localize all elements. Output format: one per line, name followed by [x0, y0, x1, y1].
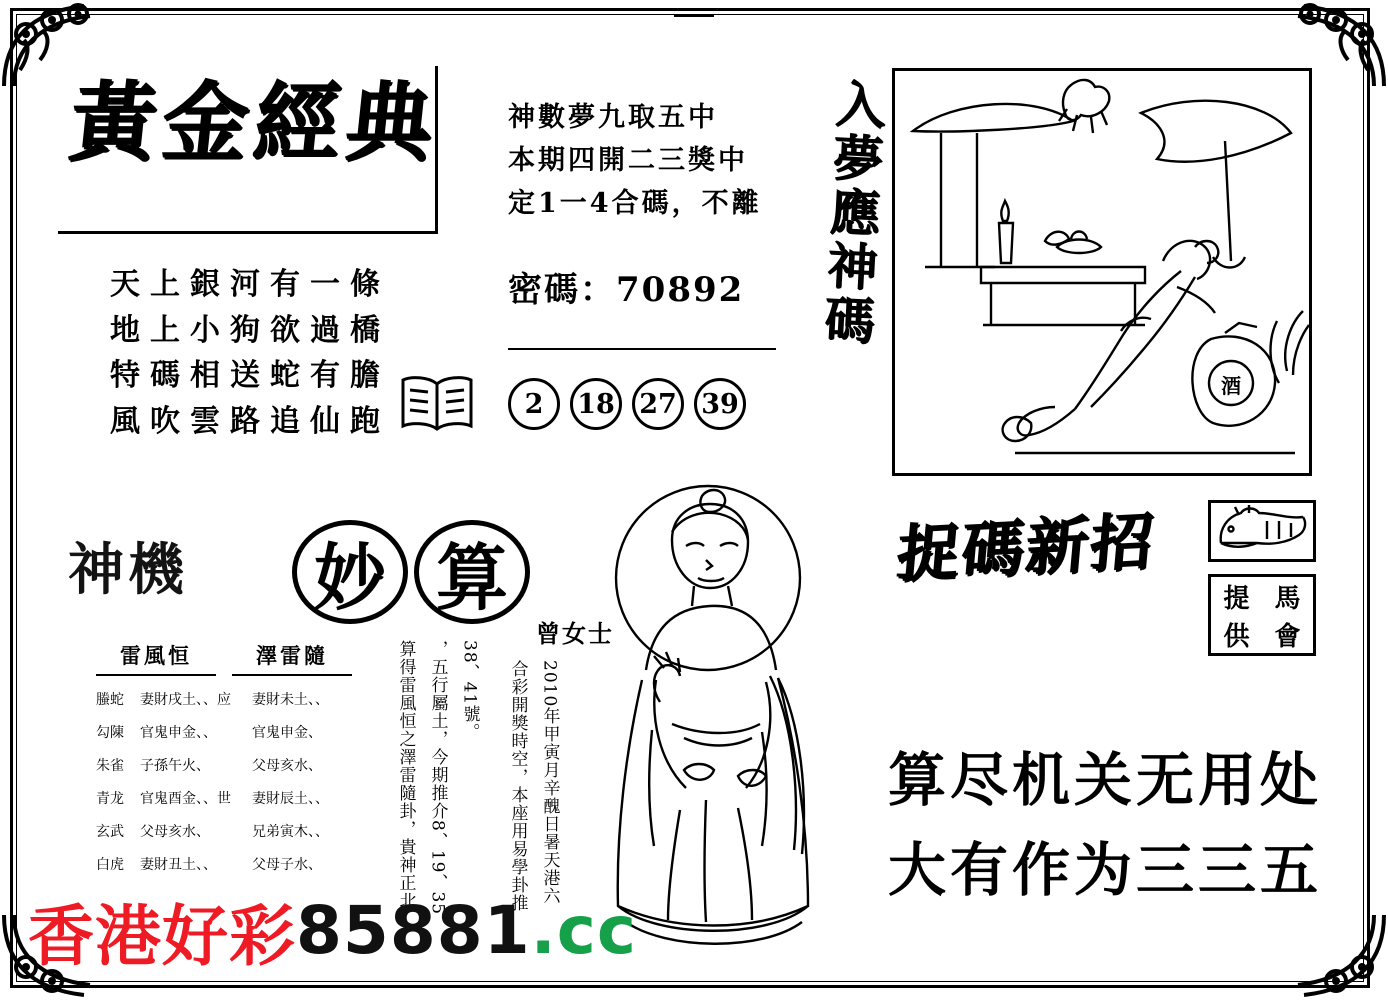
- vertical-commentary-line: 38、41號。: [459, 640, 480, 742]
- stamp-char: 提: [1223, 583, 1250, 614]
- shenji-title: 神機: [68, 537, 188, 603]
- row-cell: 父母亥水、: [140, 824, 210, 840]
- fortune-teller-name: 曾女士: [536, 619, 614, 648]
- lottery-numbers: [508, 378, 746, 430]
- open-book-icon: [398, 372, 476, 434]
- suan-char: 算: [414, 520, 530, 624]
- password-value: 70892: [616, 270, 745, 310]
- row-cell: 子孫午火、: [140, 758, 210, 774]
- row-cell: 兄弟寅木、、: [252, 824, 329, 840]
- stamp-char: 馬: [1274, 583, 1301, 614]
- row-label: 朱雀: [96, 758, 124, 774]
- table-row: [96, 821, 368, 841]
- row-label: 玄武: [96, 824, 124, 840]
- row-label: 白虎: [96, 857, 124, 873]
- row-cell: 官鬼申金、、: [140, 725, 217, 741]
- row-cell: 父母子水、: [252, 857, 322, 873]
- brush-subtitle: 捉碼新招: [893, 504, 1158, 591]
- row-label: 勾陳: [96, 725, 124, 741]
- headline-line: 定1一4合碼，不離: [508, 188, 762, 220]
- table-row: [96, 722, 368, 742]
- slogan-line: 算尽机关无用处: [888, 746, 1323, 814]
- svg-text:酒: 酒: [1221, 374, 1241, 398]
- row-label: 青龙: [96, 791, 124, 807]
- vertical-brush-title: 入夢應神碼: [822, 73, 888, 352]
- divider: [508, 348, 776, 350]
- table-header: 澤雷隨: [232, 640, 352, 676]
- poem-line: 地上小狗欲過橋: [110, 312, 390, 348]
- miao-char: 妙: [292, 520, 408, 624]
- vertical-commentary-line: 合彩開獎時空，本座用易學卦推: [507, 660, 528, 912]
- miaosuan-title: [292, 520, 530, 624]
- row-cell: 妻財辰土、、: [252, 791, 329, 807]
- hexagram-table: [96, 640, 368, 874]
- number-ball: 27: [632, 378, 684, 430]
- poem-line: 特碼相送蛇有膽: [110, 358, 390, 394]
- table-row: [96, 854, 368, 874]
- table-row: [96, 689, 368, 709]
- row-cell: 官鬼酉金、、世: [140, 791, 231, 807]
- border-top-nub-icon: [674, 0, 714, 17]
- watermark: [28, 890, 888, 975]
- table-row: [96, 788, 368, 808]
- password-row: [508, 262, 744, 311]
- row-label: 螣蛇: [96, 692, 124, 708]
- row-cell: 妻財丑土、、: [140, 857, 217, 873]
- number-ball: 2: [508, 378, 560, 430]
- watermark-text-cn: 香港好彩: [28, 897, 296, 975]
- row-cell: 妻財未土、、: [252, 692, 329, 708]
- row-cell: 父母亥水、: [252, 758, 322, 774]
- table-header: 雷風恒: [96, 640, 216, 676]
- row-cell: 妻財戌土、、应: [140, 692, 231, 708]
- headline-line: 本期四開二三獎中: [508, 145, 748, 177]
- page-title: 黃金經典: [64, 72, 444, 173]
- number-ball: 39: [694, 378, 746, 430]
- vertical-commentary-line: ，五行屬土，今期推介8、19、35、: [427, 640, 448, 934]
- watermark-text-number: 85881: [296, 891, 531, 969]
- table-row: [96, 755, 368, 775]
- stamp-char: 會: [1274, 621, 1301, 652]
- stamp-box: [1208, 574, 1316, 656]
- stamp-char: 供: [1223, 621, 1250, 652]
- poem-line: 風吹雲路追仙跑: [110, 403, 390, 439]
- number-ball: 18: [570, 378, 622, 430]
- corner-ornament-icon: [1268, 911, 1388, 1001]
- poem-block: [110, 262, 390, 444]
- vertical-commentary-line: 算得雷風恒之澤雷隨卦，貴神正北: [395, 640, 416, 910]
- password-label: 密碼：: [508, 270, 616, 310]
- headline-block: [508, 96, 798, 226]
- horse-icon: [1208, 500, 1316, 562]
- watermark-text-tld: .cc: [530, 891, 637, 969]
- poem-line: 天上銀河有一條: [110, 267, 390, 302]
- slogan-line: 大有作为三三五: [888, 835, 1323, 904]
- scholar-dreaming-illustration: [892, 68, 1312, 476]
- row-cell: 官鬼申金、: [252, 725, 322, 741]
- vertical-commentary-line: 2010年甲寅月辛醜日暑天港六: [539, 660, 560, 906]
- slogan-block: [888, 736, 1322, 916]
- headline-line: 神數夢九取五中: [508, 102, 718, 133]
